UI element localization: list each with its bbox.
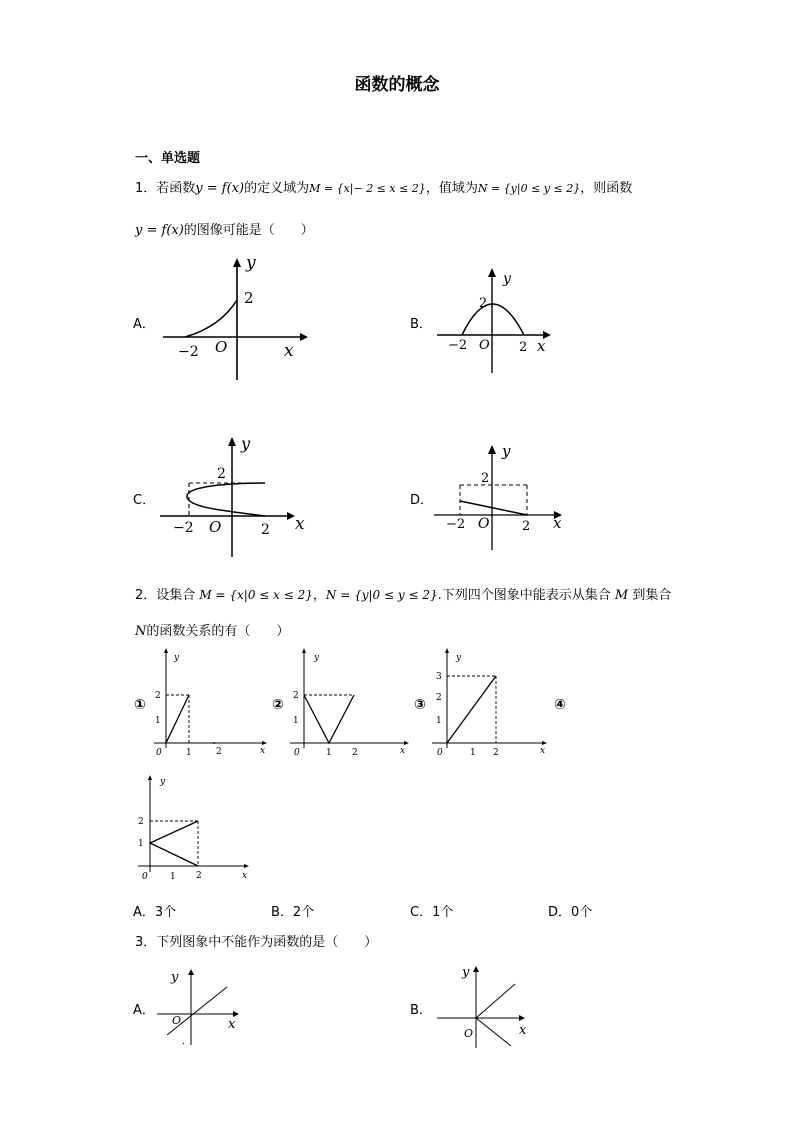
q2g2-o: 0 xyxy=(294,748,300,758)
q2-graph-3 xyxy=(430,645,555,760)
q2g1-x1: 1 xyxy=(186,748,192,758)
q3b-o: O xyxy=(464,1027,474,1040)
q2-set-m: M = {x|0 ≤ x ≤ 2} xyxy=(199,588,313,602)
q1a-neg2-label: −2 xyxy=(178,344,199,360)
q2-line1 xyxy=(135,584,671,603)
q2g3-x2: 2 xyxy=(493,748,499,758)
q1d-origin-label: O xyxy=(478,516,490,532)
q2-prefix: 2．设集合 xyxy=(135,588,196,603)
q1-prefix: 1．若函数 xyxy=(135,181,196,196)
q2-label-1: ① xyxy=(134,697,146,713)
q2-option-a[interactable]: A．3个 xyxy=(133,905,177,920)
q2-set-n: N = {y|0 ≤ y ≤ 2} xyxy=(325,588,438,602)
q1-suffix: ，则函数 xyxy=(580,181,633,196)
q2g1-2: 2 xyxy=(155,691,161,701)
q1-line1 xyxy=(135,177,632,196)
q1-func2: y = f(x) xyxy=(135,223,184,238)
q1a-y-label: y xyxy=(246,253,256,273)
q1d-x2-label: 2 xyxy=(522,519,531,534)
q1-graph-a xyxy=(160,255,310,385)
q3b-y: y xyxy=(462,965,470,980)
q2g4-x: x xyxy=(242,871,248,881)
q3b-x: x xyxy=(519,1023,527,1038)
q2-graph-1 xyxy=(150,645,270,760)
q1-range: N = {y|0 ≤ y ≤ 2} xyxy=(477,182,581,195)
q1-line2-suffix: 的图像可能是（ ） xyxy=(183,223,314,238)
q2g3-x1: 1 xyxy=(470,748,476,758)
q1b-2-label: 2 xyxy=(479,296,488,311)
q2g3-2: 2 xyxy=(436,693,442,703)
q2g4-2: 2 xyxy=(138,817,144,827)
q1-func: y = f(x) xyxy=(195,181,245,196)
q3a-o: O xyxy=(172,1014,182,1027)
q2g2-x: x xyxy=(400,746,406,756)
q2g1-x2: 2 xyxy=(216,747,222,757)
q2-m: M xyxy=(614,588,629,603)
q2g4-1: 1 xyxy=(138,839,144,849)
q2g4-y: y xyxy=(160,777,166,787)
q3-graph-a xyxy=(155,965,255,1050)
q2-option-c[interactable]: C．1个 xyxy=(410,905,454,920)
q1-graph-d xyxy=(432,440,572,555)
q1c-origin-label: O xyxy=(209,518,222,536)
q2g1-1: 1 xyxy=(155,716,161,726)
q1c-2-label: 2 xyxy=(217,466,226,482)
q3a-y: y xyxy=(171,970,179,985)
q2g3-3: 3 xyxy=(436,672,442,682)
q2g2-x2: 2 xyxy=(352,748,358,758)
q2g3-x: x xyxy=(540,746,546,756)
q1a-x-label: x xyxy=(284,341,294,361)
q2g2-1: 1 xyxy=(293,716,299,726)
q3-option-a[interactable]: A． xyxy=(133,1003,155,1018)
q1-graph-b xyxy=(435,265,560,375)
q2-label-4: ④ xyxy=(554,697,566,713)
q1-mid1: 的定义域为 xyxy=(244,181,310,196)
q2-option-b[interactable]: B．2个 xyxy=(271,905,315,920)
q2g1-x: x xyxy=(260,746,266,756)
q2g4-o: 0 xyxy=(142,872,148,882)
q1b-neg2-label: −2 xyxy=(448,338,468,353)
q1c-x-label: x xyxy=(295,514,305,534)
q1a-origin-label: O xyxy=(215,338,228,356)
section-heading: 一、单选题 xyxy=(135,151,201,166)
q1-option-b[interactable]: B． xyxy=(410,317,432,332)
q1c-neg2-label: −2 xyxy=(173,520,194,536)
q2-suffix2: 到集合 xyxy=(632,588,672,603)
q2g3-y: y xyxy=(456,653,462,663)
q2g4-x2: 2 xyxy=(196,871,202,881)
q1d-y-label: y xyxy=(502,442,511,460)
q1b-x-label: x xyxy=(537,337,546,355)
q2-line2 xyxy=(135,620,289,639)
q2-graph-4 xyxy=(134,772,259,887)
q1-domain: M = {x|− 2 ≤ x ≤ 2} xyxy=(309,182,426,195)
q1-option-d[interactable]: D． xyxy=(410,493,434,508)
q1d-x-label: x xyxy=(553,514,562,532)
q2-n: N xyxy=(135,624,147,639)
q1d-neg2-label: −2 xyxy=(446,517,466,532)
q2-graph-2 xyxy=(288,645,413,760)
q1-mid2: ，值域为 xyxy=(425,181,478,196)
q2g3-1: 1 xyxy=(436,716,442,726)
q2-line2-suffix: 的函数关系的有（ ） xyxy=(146,624,290,639)
q1-option-c[interactable]: C． xyxy=(133,493,156,508)
q2g3-o: 0 xyxy=(437,748,443,758)
q2-sep: ， xyxy=(312,588,326,603)
q1d-2-label: 2 xyxy=(481,471,490,486)
q1c-x2-label: 2 xyxy=(261,522,270,538)
q1-line2 xyxy=(135,219,314,238)
q1b-x2-label: 2 xyxy=(519,340,528,355)
q1a-2-label: 2 xyxy=(244,289,254,307)
q2g2-x1: 1 xyxy=(326,748,332,758)
q3-text: 3．下列图象中不能作为函数的是（ ） xyxy=(135,935,378,950)
q3-option-b[interactable]: B． xyxy=(410,1003,432,1018)
q2g1-o: 0 xyxy=(156,748,162,758)
q2-option-d[interactable]: D．0个 xyxy=(548,905,593,920)
q2g4-x1: 1 xyxy=(170,872,176,882)
q2-label-2: ② xyxy=(272,697,284,713)
q2-suffix: .下列四个图象中能表示从集合 xyxy=(437,588,611,603)
q1b-y-label: y xyxy=(503,271,511,287)
q2-label-3: ③ xyxy=(414,697,426,713)
q1-graph-c xyxy=(157,432,312,562)
q1c-y-label: y xyxy=(241,434,251,453)
q1b-origin-label: O xyxy=(479,338,490,353)
q1-option-a[interactable]: A． xyxy=(133,317,155,332)
q3-graph-b xyxy=(435,960,535,1050)
q2g2-2: 2 xyxy=(293,691,299,701)
q3a-x: x xyxy=(228,1017,236,1032)
page-title: 函数的概念 xyxy=(354,75,440,95)
q2g1-y: y xyxy=(174,653,180,663)
q2g2-y: y xyxy=(314,653,320,663)
